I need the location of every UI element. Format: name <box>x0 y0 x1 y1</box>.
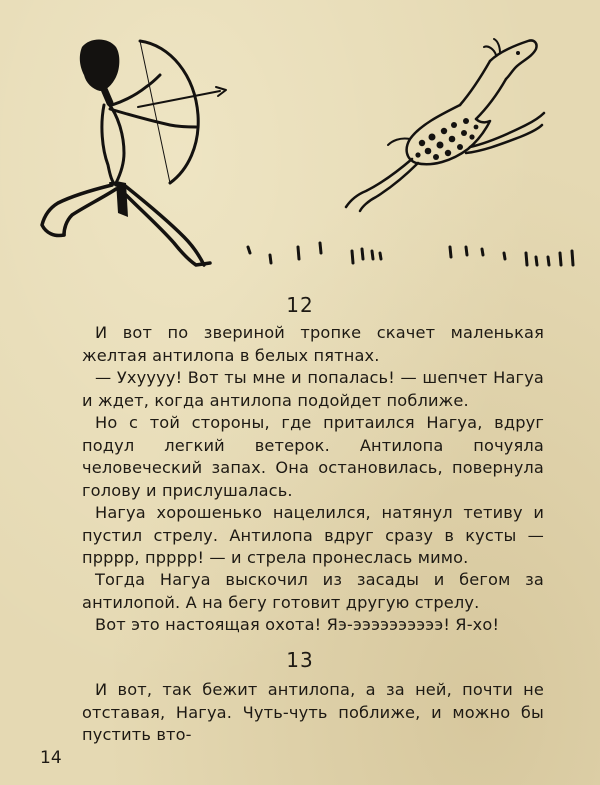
antelope-figure <box>346 39 544 211</box>
paragraph: — Ухуууу! Вот ты мне и попалась! — шепчет Нагуа и ждет, когда антилопа подойдет поближе. <box>82 368 544 410</box>
paragraph: Нагуа хорошенько нацелился, натянул тетиву и пустил стрелу. Антилопа вдруг сразу в кусты — прррр, прррр! — и стрела пронеслась мимо. <box>82 503 544 567</box>
paragraph: Тогда Нагуа выскочил из засады и бегом за антилопой. А на бегу готовит другую стрелу. <box>82 570 544 612</box>
paragraph: Но с той стороны, где притаился Нагуа, вдруг подул легкий ветерок. Антилопа почуяла человеческий запах. Она остановилась, повернула голову и прислушалась. <box>82 413 544 500</box>
page-number: 14 <box>40 748 62 768</box>
paragraph: И вот, так бежит антилопа, а за ней, почти не отставая, Нагуа. Чуть-чуть поближе, и можно бы пустить вто- <box>82 680 544 744</box>
section-number-13: 13 <box>286 648 314 672</box>
hunting-illustration <box>20 25 590 280</box>
paragraph: И вот по звериной тропке скачет маленькая желтая антилопа в белых пятнах. <box>82 323 544 365</box>
paragraph: Вот это настоящая охота! Яэ-ээээээээээ! Я-хо! <box>95 615 500 634</box>
hunter-figure <box>42 40 226 266</box>
section-number-12: 12 <box>286 293 314 317</box>
grass-tufts <box>248 243 573 265</box>
